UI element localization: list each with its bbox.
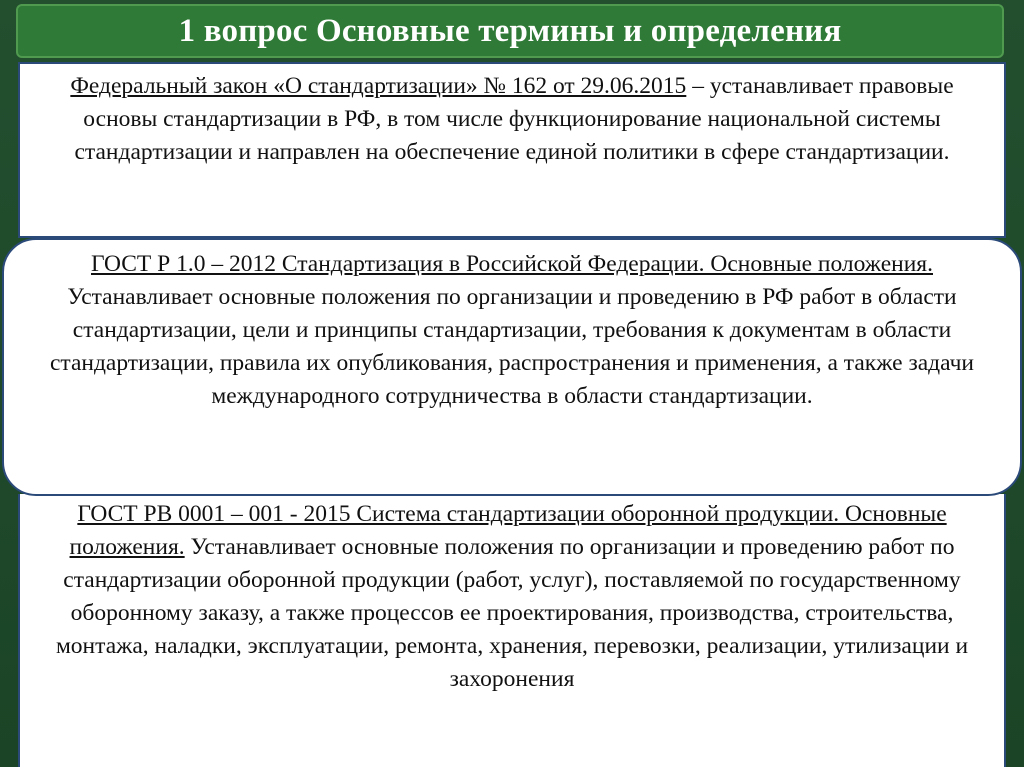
gost-r-reference: ГОСТ Р 1.0 – 2012 Стандартизация в Российской Федерации. Основные положения. <box>91 251 933 277</box>
definition-block-gost-rv <box>18 494 1006 767</box>
slide-title-bar <box>16 4 1004 58</box>
definition-block-gost-r <box>2 238 1022 496</box>
gost-rv-reference: ГОСТ РВ 0001 – 001 - 2015 Система стандартизации оборонной продукции. Основные положения. <box>69 501 947 560</box>
definition-block-federal-law <box>18 62 1006 238</box>
slide-title: 1 вопрос Основные термины и определения <box>178 12 842 49</box>
federal-law-description: – устанавливает правовые основы стандартизации в РФ, в том числе функционирование национальной системы стандартизации и направлен на обеспечение единой политики в сфере стандартизации. <box>74 73 954 165</box>
gost-rv-description: Устанавливает основные положения по организации и проведению работ по стандартизации оборонной продукции (работ, услуг), поставляемой по государственному оборонному заказу, а также процессов ее проектирования, производства, строительства, монтажа, наладки, эксплуатации, ремонта, хранения, перевозки, реализации, утилизации и захоронения <box>55 534 969 692</box>
federal-law-reference: Федеральный закон «О стандартизации» № 162 от 29.06.2015 <box>70 73 687 99</box>
gost-r-description: Устанавливает основные положения по организации и проведению в РФ работ в области стандартизации, цели и принципы стандартизации, требования к документам в области стандартизации, правила их опубликования, распространения и применения, а также задачи международного сотрудничества в области стандартизации. <box>49 284 975 409</box>
